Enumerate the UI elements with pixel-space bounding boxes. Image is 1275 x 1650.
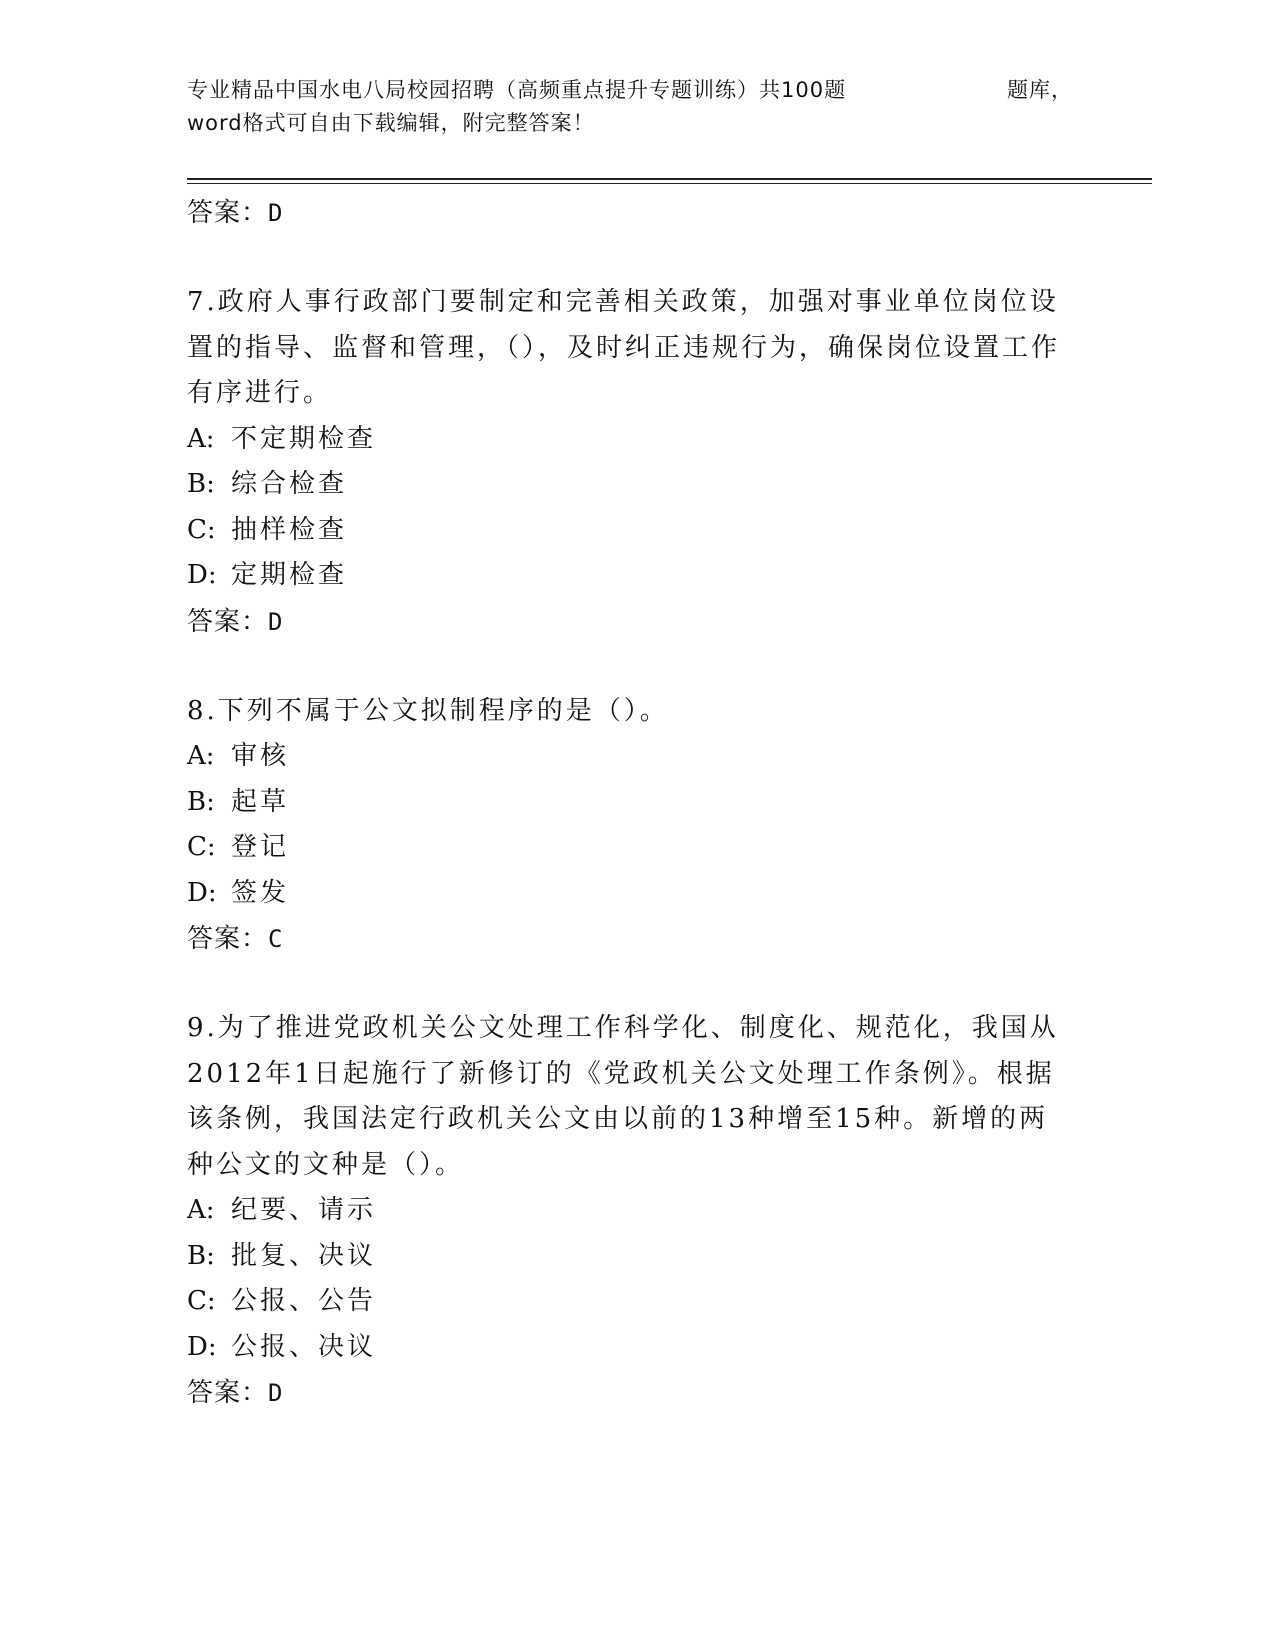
- option-letter: B:: [187, 469, 215, 499]
- option-b: [187, 780, 1067, 826]
- answer-label: 答案：: [187, 1378, 269, 1408]
- answer-label: 答案：: [187, 606, 269, 637]
- option-b: [187, 462, 1067, 508]
- answer-label: 答案：: [187, 924, 269, 954]
- option-text: 起草: [231, 786, 290, 817]
- answer-label: 答案：: [187, 198, 269, 228]
- option-text: 签发: [231, 877, 290, 908]
- option-a: [187, 417, 1067, 463]
- option-text: 抽样检查: [231, 514, 348, 545]
- header-line-1: [187, 74, 1087, 107]
- option-text: 定期检查: [231, 560, 348, 590]
- answer-line: [187, 190, 1067, 236]
- option-text: 不定期检查: [231, 423, 377, 454]
- header-title-tail: 题库，: [1007, 78, 1073, 102]
- header-subtitle: word格式可自由下载编辑，附完整答案！: [187, 111, 595, 135]
- answer-value: D: [268, 607, 284, 636]
- option-c: [187, 825, 1067, 871]
- question-block: [187, 689, 1067, 963]
- answer-value: D: [268, 199, 284, 227]
- option-letter: B:: [187, 1240, 215, 1271]
- question-stem: 8.下列不属于公文拟制程序的是（）。: [187, 695, 669, 726]
- option-text: 审核: [231, 741, 290, 771]
- option-a: [187, 734, 1067, 780]
- question-stem: 7.政府人事行政部门要制定和完善相关政策，加强对事业单位岗位设置的指导、监督和管理，（），及时纠正违规行为，确保岗位设置工作有序进行。: [187, 287, 1061, 408]
- option-d: [187, 1325, 1067, 1371]
- option-letter: A:: [187, 1195, 215, 1225]
- option-c: [187, 508, 1067, 554]
- question-spacer: [187, 236, 1067, 280]
- option-text: 公报、决议: [231, 1331, 377, 1362]
- option-letter: C:: [187, 1286, 216, 1316]
- option-letter: C:: [187, 832, 216, 862]
- answer-value: C: [268, 925, 284, 953]
- question-stem: 9.为了推进党政机关公文处理工作科学化、制度化、规范化，我国从2012年1日起施行了新修订的《党政机关公文处理工作条例》。根据该条例，我国法定行政机关公文由以前的13种增至15种。新增的两种公文的文种是（）。: [187, 1013, 1059, 1180]
- option-b: [187, 1234, 1067, 1280]
- option-letter: B:: [187, 786, 215, 817]
- option-text: 公报、公告: [231, 1286, 377, 1316]
- option-d: [187, 553, 1067, 599]
- question-list: [187, 190, 1067, 1416]
- question-spacer: [187, 962, 1067, 1006]
- option-d: [187, 871, 1067, 917]
- option-text: 纪要、请示: [231, 1195, 377, 1225]
- option-letter: D:: [187, 560, 217, 590]
- option-a: [187, 1188, 1067, 1234]
- option-letter: C:: [187, 514, 216, 545]
- answer-value: D: [268, 1379, 284, 1407]
- question-block: [187, 280, 1067, 645]
- header-divider-thin: [187, 183, 1152, 184]
- option-letter: D:: [187, 877, 217, 908]
- option-text: 综合检查: [231, 469, 348, 499]
- header-title: 专业精品中国水电八局校园招聘（高频重点提升专题训练）共100题: [187, 78, 847, 102]
- option-letter: A:: [187, 741, 215, 771]
- question-block: [187, 1006, 1067, 1416]
- header-divider-thick: [187, 178, 1152, 180]
- document-header: [187, 74, 1087, 140]
- question-spacer: [187, 645, 1067, 689]
- answer-line: [187, 1370, 1067, 1416]
- answer-line: [187, 599, 1067, 645]
- option-text: 批复、决议: [231, 1240, 377, 1271]
- option-letter: A:: [187, 423, 215, 454]
- answer-line: [187, 916, 1067, 962]
- option-letter: D:: [187, 1331, 217, 1362]
- option-c: [187, 1279, 1067, 1325]
- option-text: 登记: [231, 832, 290, 862]
